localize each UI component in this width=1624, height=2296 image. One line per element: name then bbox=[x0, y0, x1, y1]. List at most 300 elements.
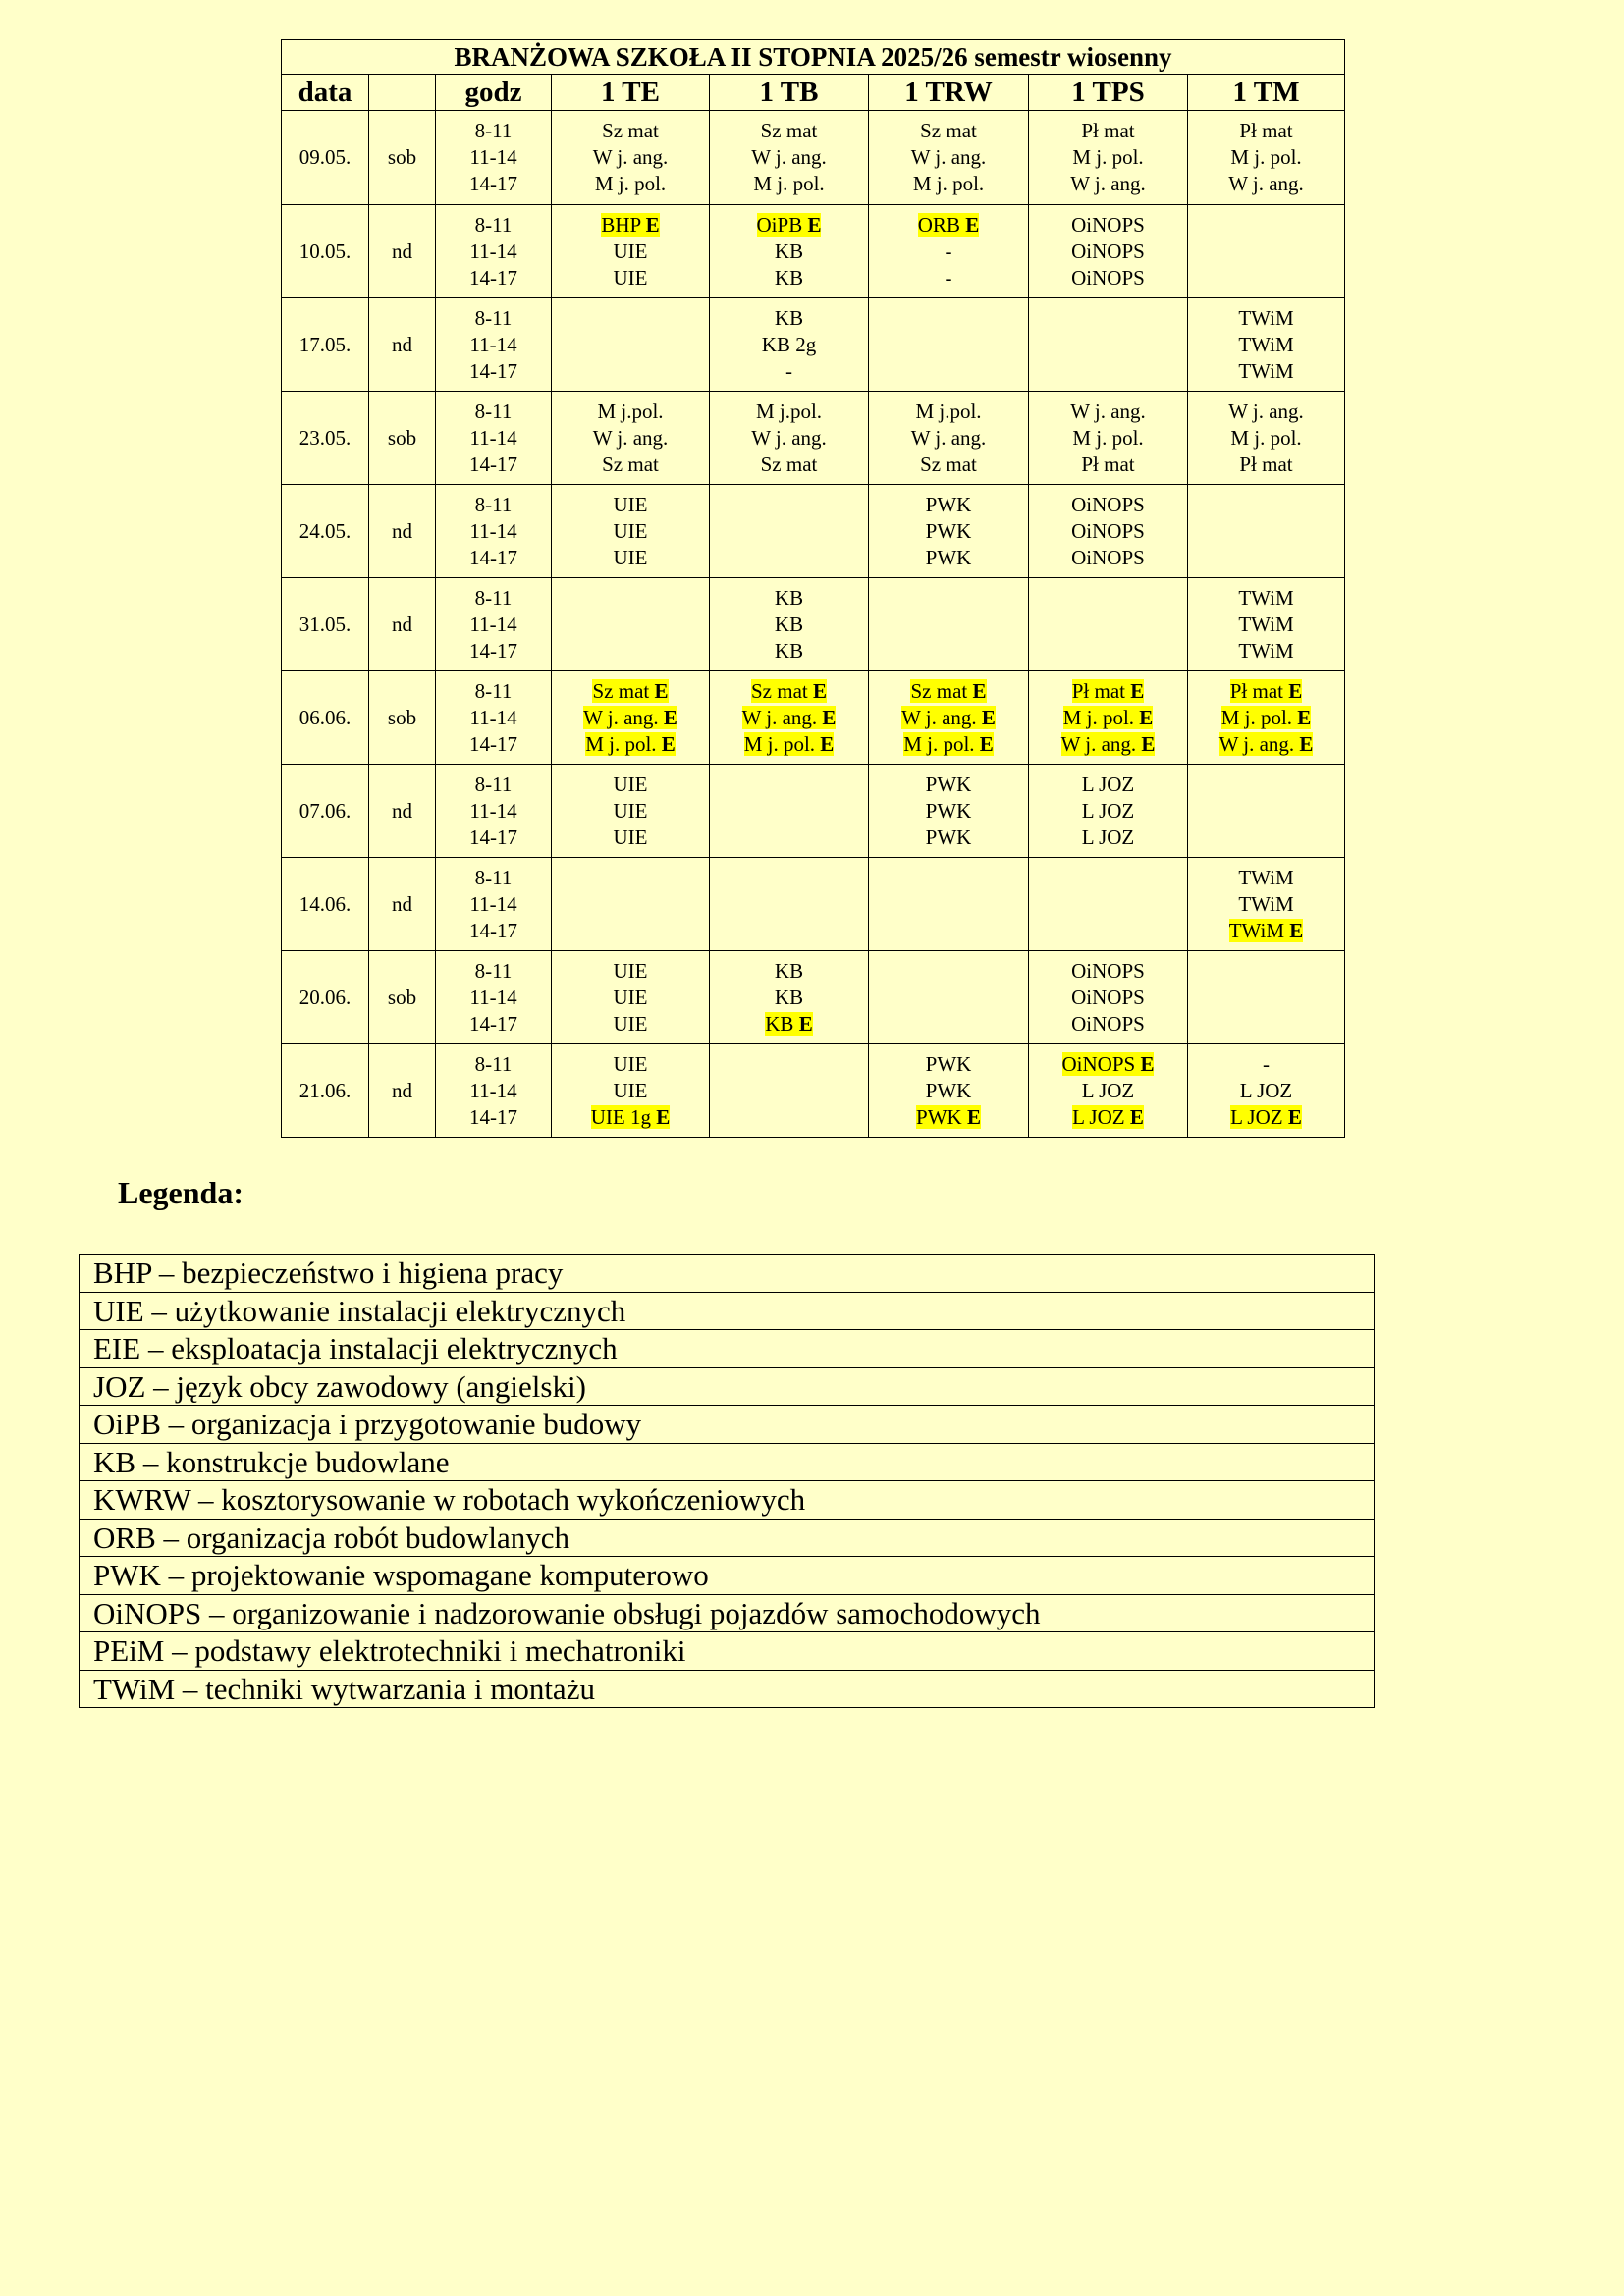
legend-row bbox=[80, 1557, 1375, 1595]
cell-line: 14-17 bbox=[469, 731, 517, 756]
cell-line bbox=[869, 332, 1028, 358]
class-cell bbox=[552, 765, 710, 858]
hours-cell bbox=[436, 951, 552, 1044]
cell-line bbox=[1188, 1011, 1344, 1038]
cell-line: Sz mat bbox=[920, 452, 977, 476]
cell-line: W j. ang. E bbox=[1218, 731, 1314, 756]
date-cell: 21.06. bbox=[282, 1044, 369, 1138]
cell-line bbox=[710, 545, 868, 571]
class-cell bbox=[869, 485, 1029, 578]
class-cell bbox=[1188, 951, 1345, 1044]
cell-line bbox=[710, 772, 868, 798]
cell-line bbox=[1029, 332, 1187, 358]
cell-line: KB bbox=[774, 585, 804, 610]
legend-row bbox=[80, 1406, 1375, 1444]
weekday-cell: nd bbox=[369, 205, 436, 298]
class-cell bbox=[1029, 485, 1188, 578]
day-row bbox=[282, 858, 1345, 951]
cell-line: 8-11 bbox=[474, 305, 513, 330]
cell-line: L JOZ E bbox=[1230, 1104, 1302, 1129]
cell-line: ORB E bbox=[917, 212, 980, 237]
cell-line: 14-17 bbox=[469, 172, 517, 195]
class-cell bbox=[710, 392, 869, 485]
cell-line: 11-14 bbox=[469, 612, 517, 636]
cell-line: PWK bbox=[925, 772, 972, 796]
date-cell: 23.05. bbox=[282, 392, 369, 485]
class-cell bbox=[552, 298, 710, 392]
cell-line: Sz mat bbox=[760, 119, 818, 142]
class-cell bbox=[1029, 205, 1188, 298]
cell-line: OiNOPS bbox=[1071, 1011, 1145, 1036]
cell-line: UIE bbox=[613, 239, 648, 263]
legend-item: JOZ – język obcy zawodowy (angielski) bbox=[80, 1367, 1375, 1406]
cell-line bbox=[1188, 825, 1344, 851]
class-cell bbox=[869, 765, 1029, 858]
hours-cell bbox=[436, 858, 552, 951]
class-cell bbox=[1188, 111, 1345, 205]
column-header: 1 TRW bbox=[869, 75, 1029, 111]
cell-line: L JOZ E bbox=[1072, 1104, 1144, 1129]
cell-line bbox=[710, 1078, 868, 1104]
cell-line: W j. ang. bbox=[910, 425, 987, 450]
class-cell bbox=[552, 111, 710, 205]
class-cell bbox=[1188, 392, 1345, 485]
cell-line: UIE bbox=[613, 492, 648, 516]
class-cell bbox=[710, 578, 869, 671]
cell-line: Sz mat E bbox=[592, 678, 669, 703]
class-cell bbox=[552, 578, 710, 671]
cell-line bbox=[869, 585, 1028, 612]
cell-line: L JOZ bbox=[1239, 1078, 1293, 1102]
cell-line bbox=[1188, 958, 1344, 985]
class-cell bbox=[710, 1044, 869, 1138]
cell-line: KB E bbox=[765, 1011, 813, 1036]
cell-line: KB bbox=[774, 239, 804, 263]
cell-line bbox=[552, 585, 709, 612]
class-cell bbox=[869, 205, 1029, 298]
cell-line: UIE bbox=[613, 518, 648, 543]
class-cell bbox=[552, 671, 710, 765]
cell-line bbox=[869, 612, 1028, 638]
cell-line bbox=[869, 865, 1028, 891]
cell-line: 14-17 bbox=[469, 918, 517, 942]
cell-line: Sz mat bbox=[602, 119, 659, 142]
hours-cell bbox=[436, 765, 552, 858]
cell-line bbox=[552, 638, 709, 665]
cell-line: W j. ang. E bbox=[901, 705, 996, 729]
cell-line: 14-17 bbox=[469, 1011, 517, 1036]
class-cell bbox=[710, 765, 869, 858]
cell-line: Pł mat bbox=[1081, 119, 1135, 142]
cell-line: PWK bbox=[925, 1051, 972, 1076]
class-cell bbox=[1188, 858, 1345, 951]
legend-row bbox=[80, 1255, 1375, 1293]
cell-line: Sz mat bbox=[602, 452, 659, 476]
weekday-cell: nd bbox=[369, 1044, 436, 1138]
hours-cell bbox=[436, 578, 552, 671]
class-cell bbox=[869, 298, 1029, 392]
cell-line: M j. pol. E bbox=[585, 731, 676, 756]
class-cell bbox=[1029, 111, 1188, 205]
cell-line bbox=[1188, 492, 1344, 518]
cell-line bbox=[869, 1011, 1028, 1038]
cell-line bbox=[710, 825, 868, 851]
legend-item: ORB – organizacja robót budowlanych bbox=[80, 1519, 1375, 1557]
cell-line: 14-17 bbox=[469, 452, 517, 476]
cell-line: UIE bbox=[613, 1051, 648, 1076]
hours-cell bbox=[436, 485, 552, 578]
cell-line: PWK bbox=[925, 1078, 972, 1102]
date-cell: 24.05. bbox=[282, 485, 369, 578]
cell-line: OiPB E bbox=[756, 212, 822, 237]
cell-line: 11-14 bbox=[469, 891, 517, 916]
cell-line bbox=[710, 865, 868, 891]
cell-line: PWK bbox=[925, 545, 972, 569]
cell-line: 8-11 bbox=[474, 865, 513, 889]
cell-line: 14-17 bbox=[469, 1104, 517, 1129]
cell-line: 11-14 bbox=[469, 145, 517, 169]
class-cell bbox=[1188, 205, 1345, 298]
class-cell bbox=[552, 485, 710, 578]
cell-line: 11-14 bbox=[469, 425, 517, 450]
cell-line bbox=[1029, 638, 1187, 665]
cell-line: W j. ang. bbox=[1070, 399, 1146, 423]
class-cell bbox=[869, 578, 1029, 671]
class-cell bbox=[1188, 485, 1345, 578]
cell-line: M j. pol. bbox=[1072, 145, 1144, 169]
date-cell: 06.06. bbox=[282, 671, 369, 765]
cell-line bbox=[1188, 265, 1344, 292]
weekday-cell: sob bbox=[369, 111, 436, 205]
cell-line: TWiM bbox=[1238, 358, 1294, 383]
cell-line bbox=[1188, 239, 1344, 265]
day-row bbox=[282, 485, 1345, 578]
cell-line: M j. pol. bbox=[912, 172, 985, 195]
cell-line: M j.pol. bbox=[915, 399, 982, 423]
schedule-body bbox=[282, 111, 1345, 1138]
cell-line: 14-17 bbox=[469, 358, 517, 383]
cell-line: OiNOPS bbox=[1071, 265, 1145, 290]
class-cell bbox=[710, 485, 869, 578]
cell-line: OiNOPS bbox=[1071, 518, 1145, 543]
class-cell bbox=[552, 205, 710, 298]
class-cell bbox=[1029, 578, 1188, 671]
cell-line: W j. ang. bbox=[1228, 399, 1304, 423]
cell-line bbox=[710, 918, 868, 944]
column-header: 1 TPS bbox=[1029, 75, 1188, 111]
column-header: 1 TE bbox=[552, 75, 710, 111]
date-cell: 17.05. bbox=[282, 298, 369, 392]
cell-line: UIE bbox=[613, 772, 648, 796]
day-row bbox=[282, 1044, 1345, 1138]
cell-line: Sz mat bbox=[760, 452, 818, 476]
column-header: 1 TB bbox=[710, 75, 869, 111]
cell-line bbox=[869, 891, 1028, 918]
cell-line: W j. ang. E bbox=[741, 705, 837, 729]
cell-line: UIE bbox=[613, 798, 648, 823]
cell-line: 8-11 bbox=[474, 399, 513, 423]
cell-line: W j. ang. bbox=[592, 425, 669, 450]
cell-line bbox=[1188, 798, 1344, 825]
cell-line bbox=[869, 958, 1028, 985]
cell-line: Pł mat E bbox=[1229, 678, 1303, 703]
column-header bbox=[369, 75, 436, 111]
cell-line: 11-14 bbox=[469, 798, 517, 823]
class-cell bbox=[710, 671, 869, 765]
class-cell bbox=[869, 111, 1029, 205]
cell-line: PWK bbox=[925, 825, 972, 849]
cell-line: L JOZ bbox=[1081, 772, 1135, 796]
cell-line: Pł mat bbox=[1081, 452, 1135, 476]
weekday-cell: sob bbox=[369, 671, 436, 765]
legend-item: UIE – użytkowanie instalacji elektrycznych bbox=[80, 1292, 1375, 1330]
weekday-cell: nd bbox=[369, 858, 436, 951]
legend-item: OiPB – organizacja i przygotowanie budowy bbox=[80, 1406, 1375, 1444]
cell-line: Pł mat E bbox=[1071, 678, 1145, 703]
class-cell bbox=[1188, 765, 1345, 858]
weekday-cell: nd bbox=[369, 765, 436, 858]
cell-line: M j. pol. E bbox=[743, 731, 835, 756]
cell-line: TWiM bbox=[1238, 891, 1294, 916]
cell-line: TWiM bbox=[1238, 332, 1294, 356]
cell-line: Pł mat bbox=[1239, 119, 1293, 142]
day-row bbox=[282, 765, 1345, 858]
cell-line bbox=[552, 918, 709, 944]
legend-row bbox=[80, 1519, 1375, 1557]
day-row bbox=[282, 111, 1345, 205]
day-row bbox=[282, 951, 1345, 1044]
cell-line bbox=[552, 332, 709, 358]
cell-line: TWiM bbox=[1238, 612, 1294, 636]
date-cell: 07.06. bbox=[282, 765, 369, 858]
cell-line: W j. ang. bbox=[751, 425, 827, 450]
cell-line: PWK E bbox=[916, 1104, 981, 1129]
date-cell: 10.05. bbox=[282, 205, 369, 298]
cell-line bbox=[869, 358, 1028, 385]
schedule-table bbox=[281, 39, 1345, 1138]
cell-line bbox=[710, 1051, 868, 1078]
cell-line bbox=[552, 865, 709, 891]
cell-line: 11-14 bbox=[469, 332, 517, 356]
cell-line: PWK bbox=[925, 798, 972, 823]
cell-line: PWK bbox=[925, 518, 972, 543]
legend-item: TWiM – techniki wytwarzania i montażu bbox=[80, 1670, 1375, 1708]
cell-line: TWiM E bbox=[1228, 918, 1304, 942]
cell-line bbox=[1029, 305, 1187, 332]
legend-item: PWK – projektowanie wspomagane komputerowo bbox=[80, 1557, 1375, 1595]
class-cell bbox=[710, 111, 869, 205]
cell-line: 8-11 bbox=[474, 119, 513, 142]
cell-line: UIE 1g E bbox=[590, 1104, 671, 1129]
cell-line: Sz mat bbox=[920, 119, 977, 142]
date-cell: 31.05. bbox=[282, 578, 369, 671]
schedule-title: BRANŻOWA SZKOŁA II STOPNIA 2025/26 semestr wiosenny bbox=[282, 40, 1345, 75]
cell-line: 8-11 bbox=[474, 678, 513, 703]
cell-line: TWiM bbox=[1238, 305, 1294, 330]
cell-line: TWiM bbox=[1238, 638, 1294, 663]
cell-line: BHP E bbox=[601, 212, 660, 237]
class-cell bbox=[710, 858, 869, 951]
cell-line: M j.pol. bbox=[597, 399, 664, 423]
date-cell: 20.06. bbox=[282, 951, 369, 1044]
day-row bbox=[282, 578, 1345, 671]
cell-line: OiNOPS bbox=[1071, 985, 1145, 1009]
date-cell: 09.05. bbox=[282, 111, 369, 205]
cell-line: 14-17 bbox=[469, 265, 517, 290]
cell-line: OiNOPS bbox=[1071, 492, 1145, 516]
hours-cell bbox=[436, 392, 552, 485]
cell-line: UIE bbox=[613, 265, 648, 290]
cell-line: - bbox=[785, 358, 792, 383]
weekday-cell: nd bbox=[369, 578, 436, 671]
cell-line bbox=[552, 358, 709, 385]
cell-line: TWiM bbox=[1238, 585, 1294, 610]
cell-line bbox=[552, 891, 709, 918]
class-cell bbox=[1029, 951, 1188, 1044]
cell-line: OiNOPS E bbox=[1061, 1051, 1155, 1076]
cell-line: M j. pol. E bbox=[1220, 705, 1312, 729]
class-cell bbox=[1188, 1044, 1345, 1138]
cell-line: KB bbox=[774, 305, 804, 330]
column-header: godz bbox=[436, 75, 552, 111]
cell-line: M j. pol. E bbox=[1062, 705, 1154, 729]
cell-line: OiNOPS bbox=[1071, 212, 1145, 237]
hours-cell bbox=[436, 298, 552, 392]
cell-line bbox=[1188, 772, 1344, 798]
cell-line: M j. pol. bbox=[1230, 425, 1302, 450]
class-cell bbox=[552, 858, 710, 951]
cell-line: OiNOPS bbox=[1071, 545, 1145, 569]
cell-line: W j. ang. bbox=[751, 145, 827, 169]
legend-row bbox=[80, 1367, 1375, 1406]
cell-line: M j. pol. bbox=[753, 172, 825, 195]
hours-cell bbox=[436, 671, 552, 765]
cell-line bbox=[1029, 918, 1187, 944]
legend-row bbox=[80, 1292, 1375, 1330]
day-row bbox=[282, 671, 1345, 765]
class-cell bbox=[869, 858, 1029, 951]
cell-line: UIE bbox=[613, 985, 648, 1009]
legend-item: BHP – bezpieczeństwo i higiena pracy bbox=[80, 1255, 1375, 1293]
weekday-cell: nd bbox=[369, 485, 436, 578]
day-row bbox=[282, 298, 1345, 392]
legend-row bbox=[80, 1481, 1375, 1520]
cell-line: W j. ang. bbox=[910, 145, 987, 169]
cell-line bbox=[1029, 612, 1187, 638]
column-header: data bbox=[282, 75, 369, 111]
hours-cell bbox=[436, 205, 552, 298]
cell-line: KB bbox=[774, 958, 804, 983]
cell-line: W j. ang. bbox=[592, 145, 669, 169]
cell-line: - bbox=[1263, 1051, 1270, 1076]
class-cell bbox=[1029, 858, 1188, 951]
cell-line: W j. ang. E bbox=[1060, 731, 1156, 756]
cell-line bbox=[710, 1104, 868, 1131]
cell-line bbox=[552, 612, 709, 638]
class-cell bbox=[552, 951, 710, 1044]
class-cell bbox=[1188, 578, 1345, 671]
cell-line: TWiM bbox=[1238, 865, 1294, 889]
cell-line: 11-14 bbox=[469, 1078, 517, 1102]
cell-line: M j. pol. bbox=[1072, 425, 1144, 450]
cell-line: L JOZ bbox=[1081, 798, 1135, 823]
hours-cell bbox=[436, 1044, 552, 1138]
legend-item: KB – konstrukcje budowlane bbox=[80, 1443, 1375, 1481]
cell-line: UIE bbox=[613, 1011, 648, 1036]
cell-line: 14-17 bbox=[469, 638, 517, 663]
cell-line: 11-14 bbox=[469, 705, 517, 729]
cell-line: UIE bbox=[613, 825, 648, 849]
cell-line: M j. pol. E bbox=[903, 731, 994, 756]
cell-line bbox=[869, 638, 1028, 665]
cell-line: 8-11 bbox=[474, 772, 513, 796]
cell-line: Sz mat E bbox=[750, 678, 827, 703]
date-cell: 14.06. bbox=[282, 858, 369, 951]
cell-line: UIE bbox=[613, 545, 648, 569]
legend-row bbox=[80, 1670, 1375, 1708]
cell-line: 8-11 bbox=[474, 1051, 513, 1076]
cell-line bbox=[869, 918, 1028, 944]
cell-line bbox=[1029, 585, 1187, 612]
class-cell bbox=[710, 205, 869, 298]
class-cell bbox=[552, 1044, 710, 1138]
cell-line: W j. ang. bbox=[1070, 172, 1146, 195]
cell-line: OiNOPS bbox=[1071, 239, 1145, 263]
cell-line: OiNOPS bbox=[1071, 958, 1145, 983]
cell-line: W j. ang. bbox=[1228, 172, 1304, 195]
day-row bbox=[282, 205, 1345, 298]
cell-line: - bbox=[945, 239, 952, 263]
legend-item: PEiM – podstawy elektrotechniki i mechatroniki bbox=[80, 1632, 1375, 1671]
class-cell bbox=[710, 298, 869, 392]
legend-item: OiNOPS – organizowanie i nadzorowanie obsługi pojazdów samochodowych bbox=[80, 1594, 1375, 1632]
cell-line bbox=[1188, 518, 1344, 545]
column-header: 1 TM bbox=[1188, 75, 1345, 111]
weekday-cell: nd bbox=[369, 298, 436, 392]
weekday-cell: sob bbox=[369, 951, 436, 1044]
cell-line bbox=[1188, 985, 1344, 1011]
cell-line: L JOZ bbox=[1081, 825, 1135, 849]
cell-line: 14-17 bbox=[469, 545, 517, 569]
class-cell bbox=[552, 392, 710, 485]
legend-title: Legenda: bbox=[118, 1175, 244, 1210]
legend-row bbox=[80, 1594, 1375, 1632]
cell-line: M j.pol. bbox=[755, 399, 823, 423]
legend-item: EIE – eksploatacja instalacji elektrycznych bbox=[80, 1330, 1375, 1368]
cell-line: 8-11 bbox=[474, 585, 513, 610]
cell-line: KB bbox=[774, 265, 804, 290]
hours-cell bbox=[436, 111, 552, 205]
cell-line: KB 2g bbox=[761, 332, 817, 356]
cell-line: 8-11 bbox=[474, 492, 513, 516]
cell-line bbox=[1029, 358, 1187, 385]
legend-item: KWRW – kosztorysowanie w robotach wykończeniowych bbox=[80, 1481, 1375, 1520]
cell-line: Pł mat bbox=[1239, 452, 1293, 476]
cell-line: UIE bbox=[613, 958, 648, 983]
cell-line: 14-17 bbox=[469, 825, 517, 849]
cell-line: L JOZ bbox=[1081, 1078, 1135, 1102]
class-cell bbox=[1029, 392, 1188, 485]
cell-line bbox=[710, 518, 868, 545]
cell-line: 11-14 bbox=[469, 239, 517, 263]
cell-line: Sz mat E bbox=[910, 678, 987, 703]
cell-line: M j. pol. bbox=[594, 172, 667, 195]
class-cell bbox=[869, 392, 1029, 485]
cell-line: W j. ang. E bbox=[583, 705, 677, 729]
cell-line bbox=[869, 985, 1028, 1011]
day-row bbox=[282, 392, 1345, 485]
class-cell bbox=[710, 951, 869, 1044]
